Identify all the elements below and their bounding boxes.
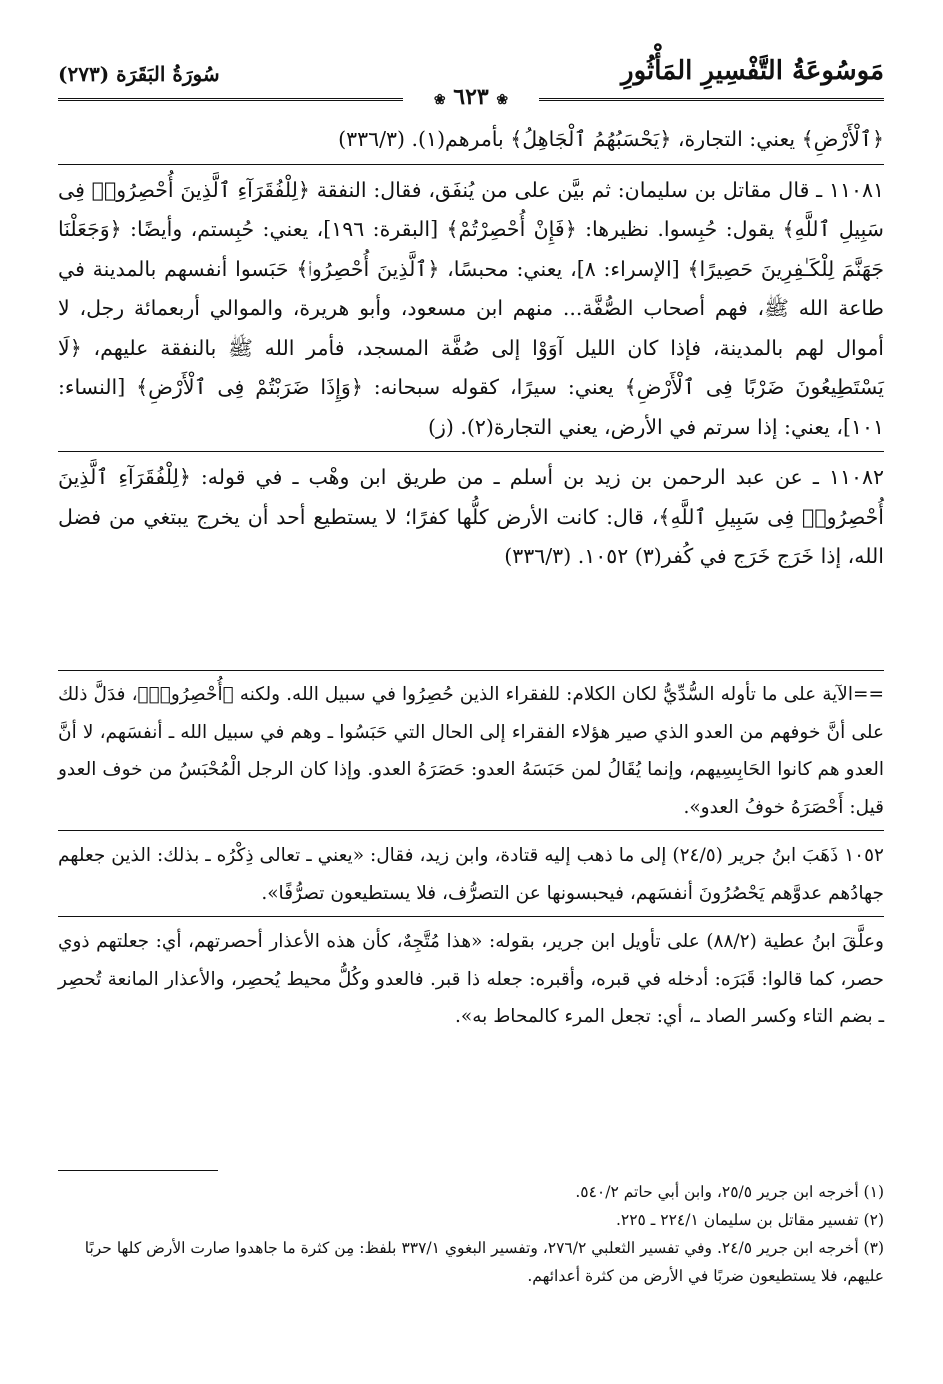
- footnote-3: (٣) أخرجه ابن جرير ٢٤/٥. وفي تفسير الثعلبي ٢٧٦/٢، وتفسير البغوي ٣٣٧/١ بلفظ: مِن كثرة ما جاهدوا صارت الأرض كلها حربًا عليهم، فلا يستطيعون ضربًا في الأرض من كثرة أعدائهم.: [84, 1239, 884, 1285]
- book-page: [58, 48, 884, 1348]
- page-number-group: [403, 84, 539, 110]
- paragraph-continuation: ﴿ٱلْأَرْضِ﴾ يعني: التجارة، ﴿يَحْسَبُهُمُ ٱلْجَاهِلُ﴾ بأمرهم(١). (٣٣٦/٣): [338, 127, 884, 151]
- commentary-paragraph: ١٠٥٢ ذَهَبَ ابنُ جرير (٢٤/٥) إلى ما ذهب إليه قتادة، وابن زيد، فقال: «يعني ـ تعالى ذِكْرُه ـ بذلك: الذين جعلهم جهادُهم عدوَّهم يَحْصُرُونَ أنفسَهم، فيحبسونها عن التصرُّف، فلا يستطيعون تصرُّفًا».: [58, 845, 884, 904]
- commentary-separator: [58, 830, 884, 831]
- header-divider-right: [539, 98, 884, 101]
- commentary-paragraph: ==الآية على ما تأوله السُّدِّيُّ لكان الكلام: للفقراء الذين حُصِرُوا في سبيل الله. ولكنه ﴿أُحْصِرُوا۟﴾، فدَلَّ ذلك على أنَّ خوفهم من العدو الذي صير هؤلاء الفقراء إلى الحال التي حَبَسُوا ـ وهم في سبيل الله ـ أنفسَهم، لا أنَّ العدو هم كانوا الحَابِسِيهم، وإنما يُقَالُ لمن حَبَسَهُ العدو: حَصَرَهُ العدو. وإذا كان الرجل الْمُحْبَسُ من خوف العدو قيل: أَحْصَرَهُ خوفُ العدو».: [58, 684, 884, 818]
- book-title: مَوسُوعَةُ التَّفْسِيرِ المَأْثُورِ: [621, 56, 884, 86]
- narration-11082: ١١٠٨٢ ـ عن عبد الرحمن بن زيد بن أسلم ـ من طريق ابن وهْب ـ في قوله: ﴿لِلْفُقَرَآءِ ٱلَّذِينَ أُحْصِرُوا۟ فِى سَبِيلِ ٱللَّهِ﴾، قال: كانت الأرض كلُّها كفرًا؛ لا يستطيع أحد أن يخرج يبتغي من فضل الله، إذا خَرَج خَرَج في كُفر(٣) ١٠٥٢. (٣٣٦/٣): [58, 465, 884, 568]
- commentary-divider: [58, 670, 884, 671]
- commentary-section: [58, 676, 884, 1036]
- surah-info: سُورَةُ البَقَرَة (٢٧٣): [58, 62, 220, 86]
- footnote-1: (١) أخرجه ابن جرير ٢٥/٥، وابن أبي حاتم ٥٤٠/٢.: [575, 1183, 884, 1201]
- ornament-right-icon: ❀: [496, 92, 509, 108]
- footnote-divider: [58, 1170, 218, 1171]
- commentary-separator: [58, 916, 884, 917]
- ornament-left-icon: ❀: [433, 92, 446, 108]
- page-number: ٦٢٣: [453, 84, 489, 110]
- page-header: [58, 48, 884, 110]
- header-divider-left: [58, 98, 403, 101]
- commentary-paragraph: وعلَّقَ ابنُ عطية (٨٨/٢) على تأويل ابن جرير، بقوله: «هذا مُتَّجِهٌ، كأن هذه الأعذار أحصرتهم، أي: جعلتهم ذوي حصر، كما قالوا: قَبَرَه: أدخله في قبره، وأقبره: جعله ذا قبر. فالعدو وكُلُّ محيط يُحصِر، والأعذار المانعة تُحصِر ـ بضم التاء وكسر الصاد ـ، أي: تجعل المرء كالمحاط به».: [58, 931, 884, 1027]
- narration-11081: ١١٠٨١ ـ قال مقاتل بن سليمان: ثم بيَّن على من يُنفَق، فقال: النفقة ﴿لِلْفُقَرَآءِ ٱلَّذِينَ أُحْصِرُوا۟ فِى سَبِيلِ ٱللَّهِ﴾ يقول: حُبِسوا. نظيرها: ﴿فَإِنْ أُحْصِرْتُمْ﴾ [البقرة: ١٩٦]، يعني: حُبِستم، وأيضًا: ﴿وَجَعَلْنَا جَهَنَّمَ لِلْكَـٰفِرِينَ حَصِيرًا﴾ [الإسراء: ٨]، يعني: محبسًا، ﴿ٱلَّذِينَ أُحْصِرُوا۟﴾ حَبَسوا أنفسهم بالمدينة في طاعة الله ﷺ، فهم أصحاب الصُّفَّة... منهم ابن مسعود، وأبو هريرة، والموالي أربعمائة رجل، لا أموال لهم بالمدينة، فإذا كان الليل آوَوْا إلى صُفَّة المسجد، فأمر الله ﷺ بالنفقة عليهم، ﴿لَا يَسْتَطِيعُونَ ضَرْبًا فِى ٱلْأَرْضِ﴾ يعني: سيرًا، كقوله سبحانه: ﴿وَإِذَا ضَرَبْتُمْ فِى ٱلْأَرْضِ﴾ [النساء: ١٠١]، يعني: إذا سرتم في الأرض، يعني التجارة(٢). (ز): [58, 177, 884, 439]
- main-text: [58, 120, 884, 577]
- footnote-2: (٢) تفسير مقاتل بن سليمان ٢٢٤/١ ـ ٢٢٥.: [615, 1211, 884, 1229]
- footnotes: [58, 1178, 884, 1290]
- paragraph-separator: [58, 164, 884, 165]
- paragraph-separator: [58, 451, 884, 452]
